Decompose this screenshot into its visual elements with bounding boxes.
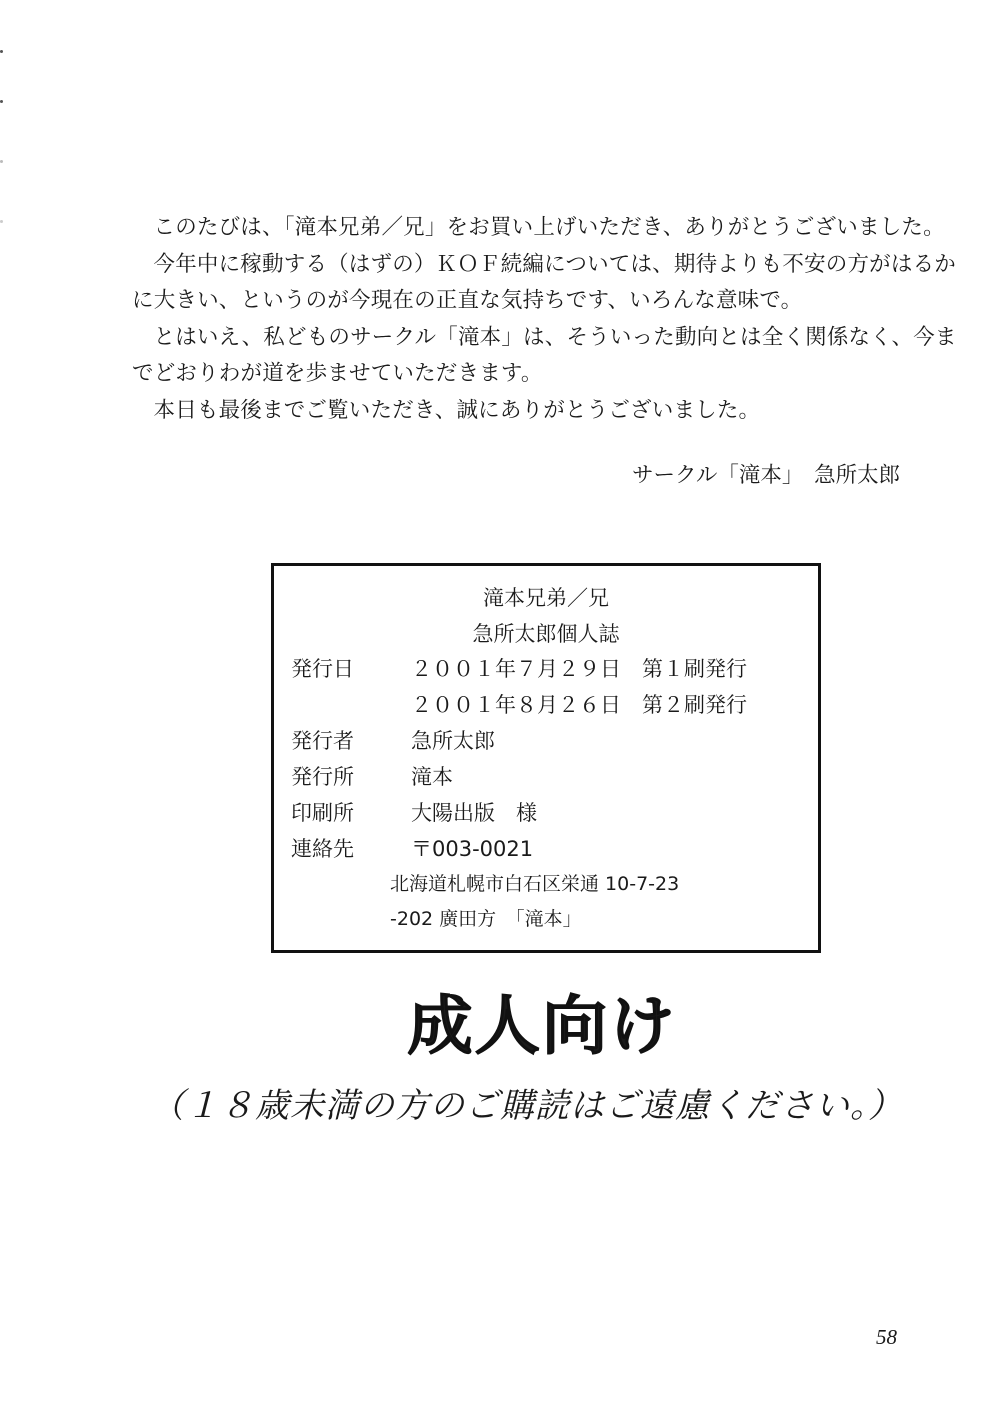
age-restriction-notice: （１８歳未満の方のご購読はご遠慮ください。） bbox=[150, 1086, 903, 1126]
colophon-value-publisher: 急所太郎 bbox=[411, 729, 495, 753]
colophon-label-printer: 印刷所 bbox=[291, 801, 354, 825]
colophon-label-publishing-house: 発行所 bbox=[291, 765, 354, 789]
colophon-value-postal-code: 〒003-0021 bbox=[411, 837, 534, 861]
page-number: 58 bbox=[876, 1325, 897, 1349]
colophon-value-printer: 大陽出版 様 bbox=[411, 801, 537, 825]
afterword-paragraph: このたびは、「滝本兄弟／兄」をお買い上げいただき、ありがとうございました。 bbox=[153, 215, 945, 240]
afterword-paragraph: とはいえ、私どものサークル「滝本」は、そういった動向とは全く関係なく、今までどおりわが道を歩ませていただきます。 bbox=[132, 324, 957, 386]
afterword-text bbox=[132, 210, 977, 429]
colophon-value-second-print: ２００１年８月２６日 第２刷発行 bbox=[411, 693, 747, 717]
colophon-box bbox=[271, 563, 821, 953]
afterword-paragraph: 本日も最後までご覧いただき、誠にありがとうございました。 bbox=[153, 397, 761, 423]
afterword-paragraph: 今年中に稼動する（はずの）ＫＯＦ続編については、期待よりも不安の方がはるかに大きい、というのが今現在の正直な気持ちです、いろんな意味で。 bbox=[132, 251, 956, 313]
colophon-address-line: -202 廣田方 「滝本」 bbox=[390, 908, 582, 930]
colophon-title: 滝本兄弟／兄 bbox=[483, 586, 609, 610]
colophon-label-contact: 連絡先 bbox=[291, 837, 354, 861]
colophon-label-publisher: 発行者 bbox=[291, 729, 354, 753]
colophon-value-publishing-house: 滝本 bbox=[411, 765, 453, 789]
colophon-subtitle: 急所太郎個人誌 bbox=[472, 622, 620, 646]
adult-content-label: 成人向け bbox=[407, 990, 677, 1064]
afterword-signature: サークル「滝本」 急所太郎 bbox=[632, 463, 901, 488]
colophon-address-line: 北海道札幌市白石区栄通 10-7-23 bbox=[390, 873, 680, 895]
colophon-label-issue-date: 発行日 bbox=[291, 657, 354, 681]
colophon-value-first-print: ２００１年７月２９日 第１刷発行 bbox=[411, 657, 747, 681]
page-edge-marks bbox=[0, 30, 6, 270]
